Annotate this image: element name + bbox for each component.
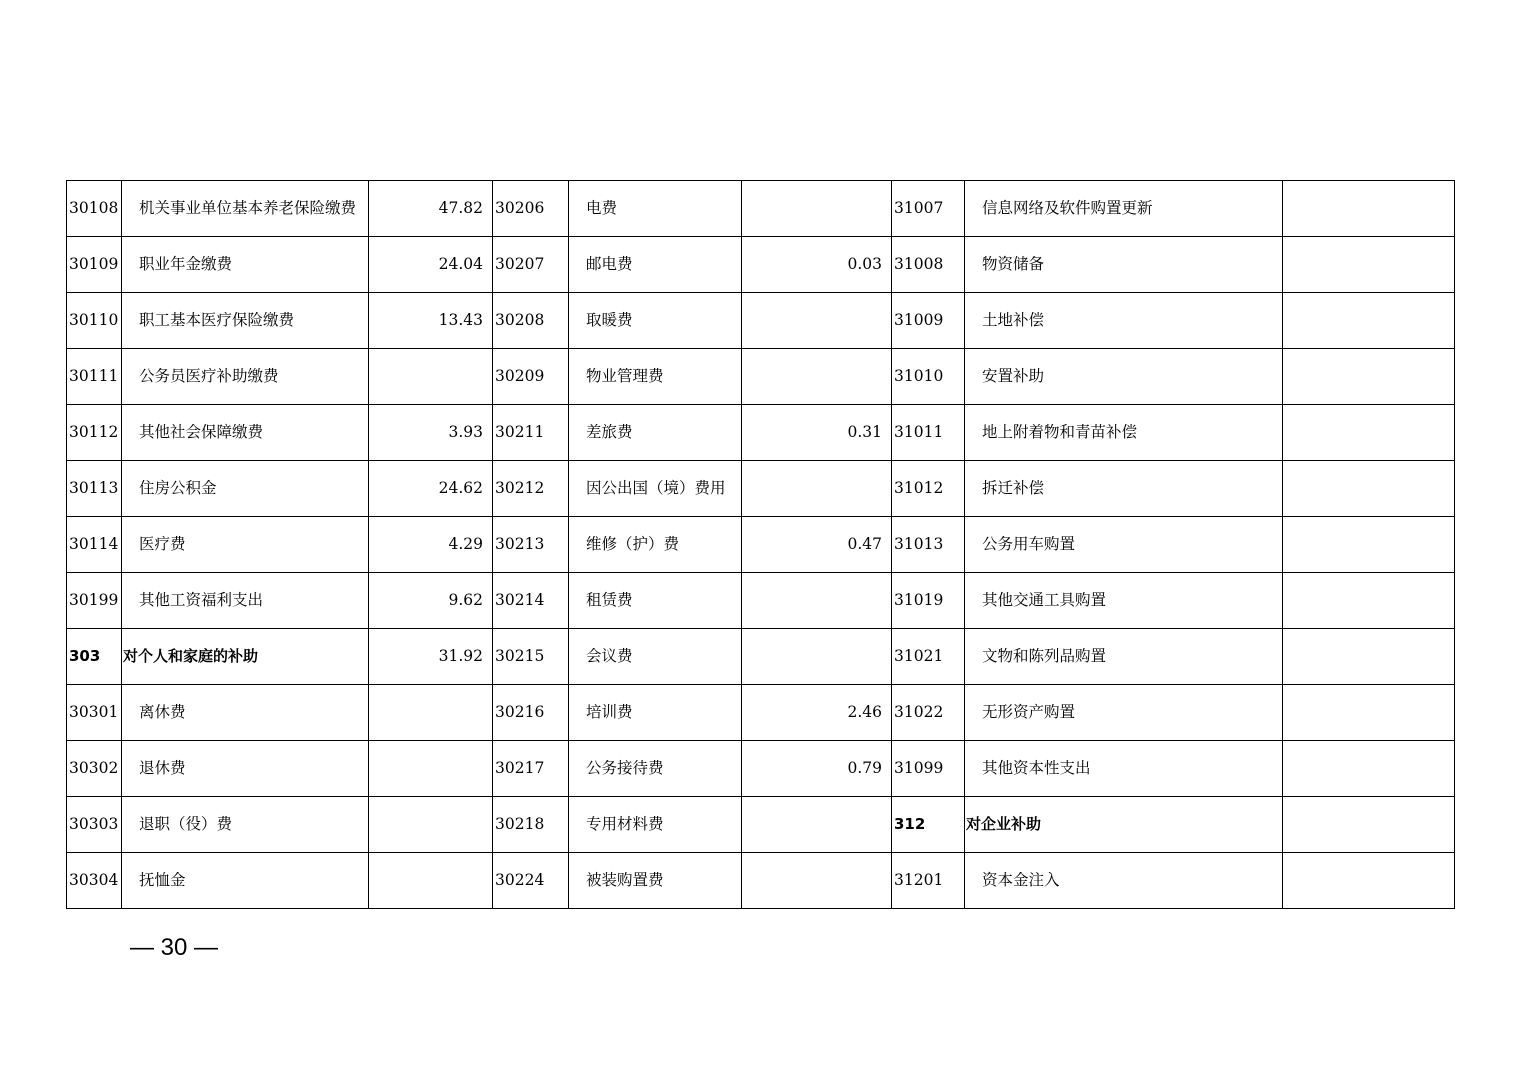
table-row (67, 293, 1455, 349)
item-name-cell: 因公出国（境）费用 (569, 461, 742, 517)
item-code-cell: 31013 (892, 517, 965, 573)
item-amount-cell (369, 853, 493, 909)
item-code-cell: 31011 (892, 405, 965, 461)
item-code-cell: 30215 (493, 629, 569, 685)
item-name-cell: 公务接待费 (569, 741, 742, 797)
item-name-cell: 对个人和家庭的补助 (122, 629, 369, 685)
item-amount-cell (1283, 741, 1455, 797)
item-amount-cell (1283, 685, 1455, 741)
item-amount-cell: 0.03 (742, 237, 892, 293)
item-name-cell: 退职（役）费 (122, 797, 369, 853)
item-name-cell: 其他交通工具购置 (965, 573, 1283, 629)
item-amount-cell (742, 629, 892, 685)
item-name-cell: 其他资本性支出 (965, 741, 1283, 797)
item-amount-cell (742, 853, 892, 909)
item-amount-cell: 0.79 (742, 741, 892, 797)
item-name-cell: 维修（护）费 (569, 517, 742, 573)
item-name-cell: 无形资产购置 (965, 685, 1283, 741)
table-row (67, 685, 1455, 741)
item-code-cell: 30209 (493, 349, 569, 405)
item-code-cell: 30108 (67, 181, 122, 237)
item-amount-cell: 9.62 (369, 573, 493, 629)
item-amount-cell: 31.92 (369, 629, 493, 685)
item-code-cell: 30199 (67, 573, 122, 629)
item-name-cell: 信息网络及软件购置更新 (965, 181, 1283, 237)
table-row (67, 573, 1455, 629)
item-amount-cell (1283, 405, 1455, 461)
item-code-cell: 31010 (892, 349, 965, 405)
item-name-cell: 拆迁补偿 (965, 461, 1283, 517)
item-code-cell: 30208 (493, 293, 569, 349)
item-code-cell: 30110 (67, 293, 122, 349)
item-code-cell: 31009 (892, 293, 965, 349)
item-code-cell: 31201 (892, 853, 965, 909)
item-code-cell: 31012 (892, 461, 965, 517)
item-amount-cell (1283, 237, 1455, 293)
item-code-cell: 30207 (493, 237, 569, 293)
item-amount-cell (1283, 629, 1455, 685)
item-amount-cell (742, 293, 892, 349)
item-amount-cell (1283, 181, 1455, 237)
item-name-cell: 住房公积金 (122, 461, 369, 517)
item-amount-cell (1283, 293, 1455, 349)
item-amount-cell (369, 797, 493, 853)
item-code-cell: 30109 (67, 237, 122, 293)
item-name-cell: 机关事业单位基本养老保险缴费 (122, 181, 369, 237)
item-name-cell: 差旅费 (569, 405, 742, 461)
item-name-cell: 抚恤金 (122, 853, 369, 909)
item-amount-cell: 0.31 (742, 405, 892, 461)
item-name-cell: 其他社会保障缴费 (122, 405, 369, 461)
item-name-cell: 职工基本医疗保险缴费 (122, 293, 369, 349)
item-name-cell: 离休费 (122, 685, 369, 741)
item-amount-cell (369, 349, 493, 405)
table-row (67, 405, 1455, 461)
item-code-cell: 30303 (67, 797, 122, 853)
item-amount-cell (742, 461, 892, 517)
item-code-cell: 30224 (493, 853, 569, 909)
item-code-cell: 30216 (493, 685, 569, 741)
item-code-cell: 30217 (493, 741, 569, 797)
item-amount-cell (1283, 797, 1455, 853)
item-name-cell: 租赁费 (569, 573, 742, 629)
item-amount-cell: 13.43 (369, 293, 493, 349)
table-row (67, 181, 1455, 237)
item-amount-cell: 24.04 (369, 237, 493, 293)
item-name-cell: 取暖费 (569, 293, 742, 349)
item-name-cell: 其他工资福利支出 (122, 573, 369, 629)
item-code-cell: 30112 (67, 405, 122, 461)
item-code-cell: 30214 (493, 573, 569, 629)
item-name-cell: 安置补助 (965, 349, 1283, 405)
item-code-cell: 30218 (493, 797, 569, 853)
item-code-cell: 30114 (67, 517, 122, 573)
item-code-cell: 312 (892, 797, 965, 853)
item-name-cell: 物业管理费 (569, 349, 742, 405)
item-amount-cell (742, 349, 892, 405)
item-code-cell: 31008 (892, 237, 965, 293)
item-amount-cell (742, 797, 892, 853)
item-code-cell: 30111 (67, 349, 122, 405)
item-code-cell: 30211 (493, 405, 569, 461)
item-name-cell: 公务员医疗补助缴费 (122, 349, 369, 405)
item-amount-cell: 0.47 (742, 517, 892, 573)
item-name-cell: 资本金注入 (965, 853, 1283, 909)
table-row (67, 517, 1455, 573)
item-name-cell: 被装购置费 (569, 853, 742, 909)
item-amount-cell (369, 685, 493, 741)
table-row (67, 349, 1455, 405)
item-amount-cell: 24.62 (369, 461, 493, 517)
item-name-cell: 电费 (569, 181, 742, 237)
item-amount-cell: 2.46 (742, 685, 892, 741)
item-code-cell: 30206 (493, 181, 569, 237)
table-row (67, 629, 1455, 685)
item-code-cell: 31007 (892, 181, 965, 237)
item-name-cell: 物资储备 (965, 237, 1283, 293)
item-code-cell: 31019 (892, 573, 965, 629)
item-code-cell: 30213 (493, 517, 569, 573)
item-amount-cell (1283, 853, 1455, 909)
item-amount-cell (1283, 349, 1455, 405)
table-row (67, 797, 1455, 853)
item-name-cell: 培训费 (569, 685, 742, 741)
item-code-cell: 30212 (493, 461, 569, 517)
item-amount-cell (742, 573, 892, 629)
item-amount-cell (1283, 461, 1455, 517)
item-amount-cell: 47.82 (369, 181, 493, 237)
item-code-cell: 30302 (67, 741, 122, 797)
item-amount-cell (1283, 517, 1455, 573)
item-name-cell: 对企业补助 (965, 797, 1283, 853)
table-body (67, 181, 1455, 909)
item-code-cell: 30304 (67, 853, 122, 909)
item-name-cell: 退休费 (122, 741, 369, 797)
budget-table (66, 180, 1455, 909)
table-row (67, 461, 1455, 517)
item-amount-cell (1283, 573, 1455, 629)
item-amount-cell: 4.29 (369, 517, 493, 573)
item-code-cell: 31022 (892, 685, 965, 741)
item-name-cell: 专用材料费 (569, 797, 742, 853)
item-amount-cell (369, 741, 493, 797)
page-number: — 30 — (130, 934, 219, 961)
table-row (67, 741, 1455, 797)
item-code-cell: 303 (67, 629, 122, 685)
item-name-cell: 土地补偿 (965, 293, 1283, 349)
item-amount-cell (742, 181, 892, 237)
item-code-cell: 30301 (67, 685, 122, 741)
item-name-cell: 地上附着物和青苗补偿 (965, 405, 1283, 461)
item-code-cell: 31021 (892, 629, 965, 685)
table-row (67, 853, 1455, 909)
table-row (67, 237, 1455, 293)
item-code-cell: 31099 (892, 741, 965, 797)
item-name-cell: 医疗费 (122, 517, 369, 573)
item-name-cell: 会议费 (569, 629, 742, 685)
item-name-cell: 职业年金缴费 (122, 237, 369, 293)
item-name-cell: 公务用车购置 (965, 517, 1283, 573)
item-amount-cell: 3.93 (369, 405, 493, 461)
item-name-cell: 邮电费 (569, 237, 742, 293)
item-code-cell: 30113 (67, 461, 122, 517)
item-name-cell: 文物和陈列品购置 (965, 629, 1283, 685)
